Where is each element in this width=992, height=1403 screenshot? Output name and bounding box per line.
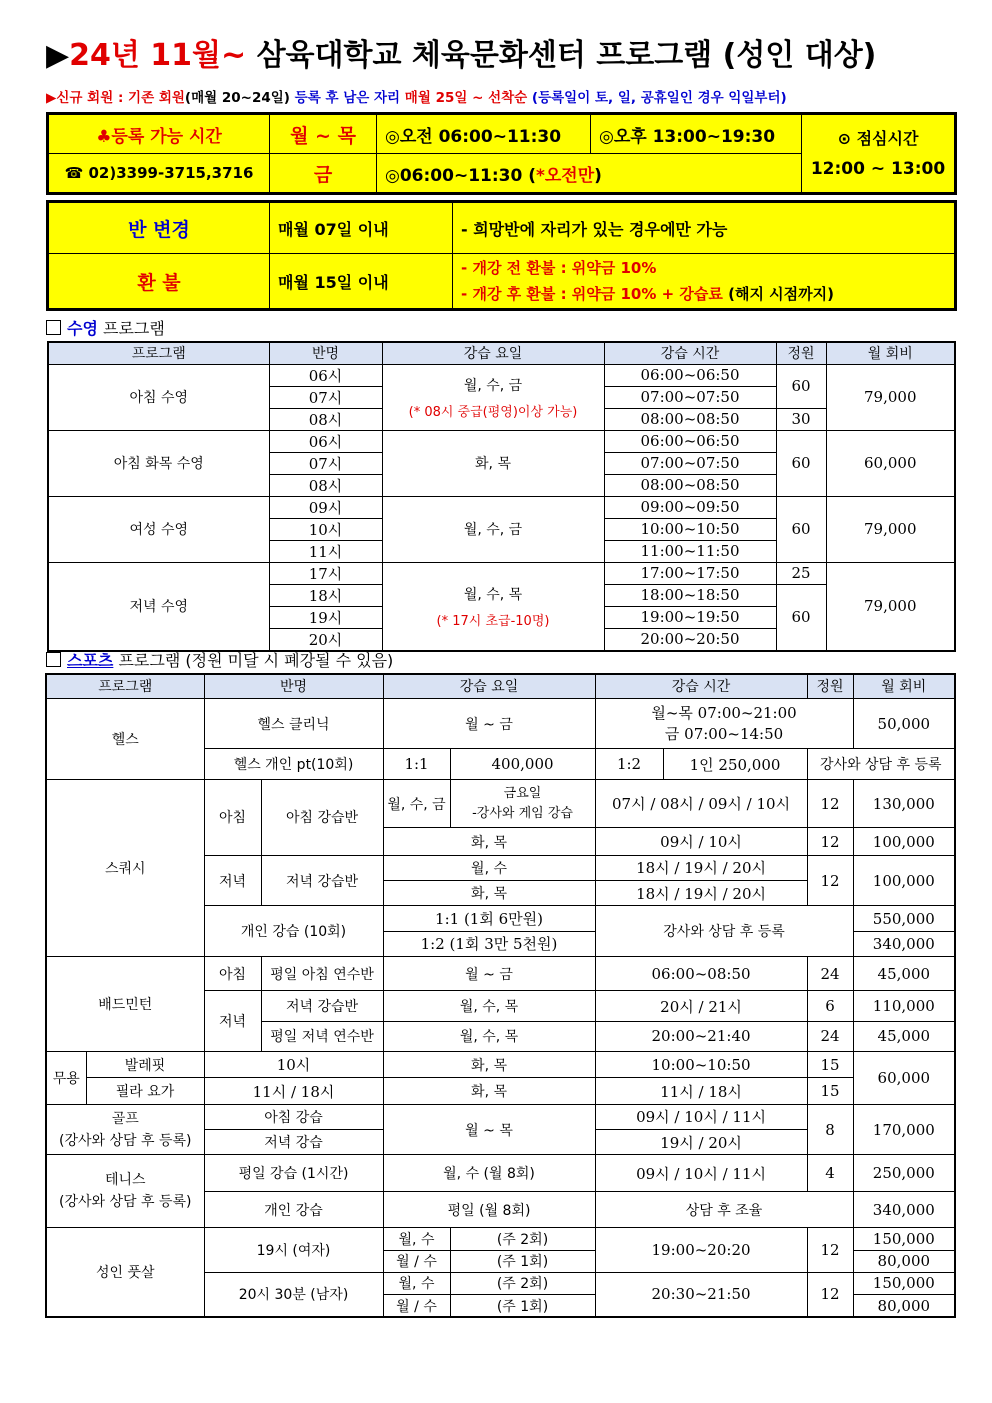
notice-part5: (등록일이 토, 일, 공휴일인 경우 익일부터) — [527, 90, 787, 106]
program-name: 저녁 수영 — [48, 562, 269, 651]
class-name: 개인 강습 — [204, 1191, 383, 1227]
swim-table — [47, 341, 956, 652]
fee: 80,000 — [853, 1250, 955, 1272]
class-name: 20시 30분 (남자) — [204, 1272, 383, 1317]
class-name: 10시 — [269, 518, 382, 540]
class-days: 월, 수, 목 — [383, 1021, 595, 1051]
class-name: 11시 / 18시 — [204, 1078, 383, 1104]
notice-part3: 등록 후 남은 자리 — [289, 90, 405, 106]
class-name: 08시 — [269, 408, 382, 430]
class-time: 06:00~08:50 — [595, 956, 807, 990]
fee: 79,000 — [826, 364, 955, 430]
class-time: 월~목 07:00~21:00 금 07:00~14:50 — [595, 698, 853, 749]
reg-phone: ☎ 02)3399-3715,3716 — [48, 154, 270, 194]
class-time: 20:00~20:50 — [604, 628, 776, 651]
title-arrow: ▶ — [46, 38, 70, 73]
class-name: 06시 — [269, 430, 382, 452]
class-change-deadline: 매월 07일 이내 — [270, 202, 453, 254]
table-row — [46, 779, 955, 828]
table-row — [46, 1228, 955, 1250]
class-days: 월, 수 (월 8회) — [383, 1155, 595, 1191]
capacity: 15 — [807, 1052, 853, 1078]
capacity: 15 — [807, 1078, 853, 1104]
fee: 50,000 — [853, 698, 955, 749]
col-days: 강습 요일 — [382, 342, 604, 364]
capacity: 12 — [807, 779, 853, 828]
fee: 80,000 — [853, 1295, 955, 1317]
fee: 100,000 — [853, 828, 955, 855]
table-row — [46, 1104, 955, 1129]
class-name: 06시 — [269, 364, 382, 386]
title-date: 24년 11월~ — [69, 38, 247, 73]
table-row — [48, 364, 955, 386]
session-label: 저녁 — [204, 991, 261, 1052]
col-days: 강습 요일 — [383, 674, 595, 698]
pt-fee: 400,000 — [450, 749, 595, 779]
class-name: 헬스 개인 pt(10회) — [204, 749, 383, 779]
capacity: 60 — [776, 496, 826, 562]
class-time: 18:00~18:50 — [604, 584, 776, 606]
private-type: 1:1 (1회 6만원) — [383, 906, 595, 931]
capacity: 4 — [807, 1155, 853, 1191]
table-row — [46, 698, 955, 749]
class-days: 화, 목 — [383, 1052, 595, 1078]
class-days: 월 / 수 — [383, 1250, 450, 1272]
class-time: 상담 후 조율 — [595, 1191, 853, 1227]
class-days: 월 ~ 금 — [383, 956, 595, 990]
class-name: 아침 강습반 — [261, 779, 383, 855]
fee: 150,000 — [853, 1228, 955, 1250]
class-time: 19:00~19:50 — [604, 606, 776, 628]
class-name: 아침 강습 — [204, 1104, 383, 1129]
class-time: 20:30~21:50 — [595, 1272, 807, 1317]
class-days: 월, 수, 금 — [383, 779, 450, 828]
registration-hours-table — [46, 112, 957, 195]
class-days: 화, 목 — [383, 828, 595, 855]
class-name: 07시 — [269, 386, 382, 408]
capacity: 12 — [807, 1228, 853, 1273]
capacity: 6 — [807, 991, 853, 1021]
class-days: 월, 수 — [383, 855, 595, 880]
program-name: 성인 풋살 — [46, 1228, 204, 1317]
fee: 79,000 — [826, 496, 955, 562]
session-label: 저녁 — [204, 855, 261, 906]
reg-friday-hours: ◎06:00~11:30 (*오전만) — [377, 154, 802, 194]
fee: 60,000 — [853, 1052, 955, 1105]
class-time: 07:00~07:50 — [604, 386, 776, 408]
class-name: 평일 저녁 연수반 — [261, 1021, 383, 1051]
fee: 340,000 — [853, 931, 955, 956]
sub-program: 필라 요가 — [86, 1078, 204, 1104]
class-name: 저녁 강습 — [204, 1130, 383, 1155]
lunch-time: 12:00 ~ 13:00 — [810, 158, 946, 179]
col-time: 강습 시간 — [604, 342, 776, 364]
col-capacity: 정원 — [776, 342, 826, 364]
class-time: 10:00~10:50 — [604, 518, 776, 540]
sports-table — [45, 673, 956, 1318]
class-time: 08:00~08:50 — [604, 474, 776, 496]
notice-arrow: ▶ — [46, 90, 57, 106]
class-time: 19:00~20:20 — [595, 1228, 807, 1273]
class-time: 09시 / 10시 / 11시 — [595, 1104, 807, 1129]
class-frequency: (주 1회) — [450, 1295, 595, 1317]
fee: 60,000 — [826, 430, 955, 496]
class-frequency: (주 2회) — [450, 1272, 595, 1294]
program-name: 아침 화목 수영 — [48, 430, 269, 496]
class-time: 07시 / 08시 / 09시 / 10시 — [595, 779, 807, 828]
lunch-label: ⊙ 점심시간 — [837, 128, 919, 148]
class-days: 월, 수 — [383, 1228, 450, 1250]
table-row — [46, 1155, 955, 1191]
col-program: 프로그램 — [46, 674, 204, 698]
class-time: 06:00~06:50 — [604, 430, 776, 452]
class-name: 저녁 강습반 — [261, 855, 383, 906]
capacity: 60 — [776, 430, 826, 496]
class-time: 11시 / 18시 — [595, 1078, 807, 1104]
class-name: 17시 — [269, 562, 382, 584]
fee: 45,000 — [853, 1021, 955, 1051]
pt-note: 강사와 상담 후 등록 — [807, 749, 955, 779]
private-type: 1:2 (1회 3만 5천원) — [383, 931, 595, 956]
class-time: 11:00~11:50 — [604, 540, 776, 562]
class-days: 월 ~ 목 — [383, 1104, 595, 1155]
fee: 100,000 — [853, 855, 955, 906]
class-time: 06:00~06:50 — [604, 364, 776, 386]
class-name: 07시 — [269, 452, 382, 474]
class-change-label: 반 변경 — [48, 202, 270, 254]
class-frequency: (주 2회) — [450, 1228, 595, 1250]
class-name: 19시 (여자) — [204, 1228, 383, 1273]
checkbox-icon — [46, 320, 61, 335]
capacity: 30 — [776, 408, 826, 430]
fee: 170,000 — [853, 1104, 955, 1155]
program-name: 스쿼시 — [46, 779, 204, 956]
pt-type: 1:2 — [595, 749, 663, 779]
fee: 79,000 — [826, 562, 955, 651]
capacity: 8 — [807, 1104, 853, 1155]
col-time: 강습 시간 — [595, 674, 807, 698]
lunch-break — [802, 114, 956, 194]
class-time: 10:00~10:50 — [595, 1052, 807, 1078]
capacity: 60 — [776, 584, 826, 651]
class-days: 화, 목 — [383, 1078, 595, 1104]
reg-morning-hours: ◎오전 06:00~11:30 — [377, 114, 591, 154]
class-name: 평일 강습 (1시간) — [204, 1155, 383, 1191]
capacity: 24 — [807, 956, 853, 990]
pt-type: 1:1 — [383, 749, 450, 779]
class-time: 18시 / 19시 / 20시 — [595, 881, 807, 906]
table-row — [46, 1078, 955, 1104]
table-row — [48, 496, 955, 518]
sub-program: 발레핏 — [86, 1052, 204, 1078]
refund-deadline: 매월 15일 이내 — [270, 254, 453, 310]
class-time: 17:00~17:50 — [604, 562, 776, 584]
class-time: 09시 / 10시 / 11시 — [595, 1155, 807, 1191]
class-days: 화, 목 — [383, 881, 595, 906]
class-name: 헬스 클리닉 — [204, 698, 383, 749]
class-name: 20시 — [269, 628, 382, 651]
class-days: 월, 수, 금 — [382, 496, 604, 562]
class-days: 월 ~ 금 — [383, 698, 595, 749]
notice-part4: 매월 25일 ~ 선착순 — [404, 90, 528, 106]
col-class: 반명 — [269, 342, 382, 364]
title-text: 삼육대학교 체육문화센터 프로그램 (성인 대상) — [246, 38, 877, 73]
reg-days-fri: 금 — [270, 154, 377, 194]
class-frequency: (주 1회) — [450, 1250, 595, 1272]
reg-days-mon-thu: 월 ~ 목 — [270, 114, 377, 154]
capacity: 60 — [776, 364, 826, 408]
swim-heading: 수영 프로그램 — [46, 316, 165, 339]
class-name: 10시 — [204, 1052, 383, 1078]
class-time: 18시 / 19시 / 20시 — [595, 855, 807, 880]
class-name: 11시 — [269, 540, 382, 562]
reg-afternoon-hours: ◎오후 13:00~19:30 — [591, 114, 802, 154]
class-name: 저녁 강습반 — [261, 991, 383, 1021]
class-time: 20시 / 21시 — [595, 991, 807, 1021]
col-capacity: 정원 — [807, 674, 853, 698]
class-days: 월, 수 — [383, 1272, 450, 1294]
class-days: 월, 수, 목 (* 17시 초급-10명) — [382, 562, 604, 651]
sports-heading: 스포츠 프로그램 (정원 미달 시 폐강될 수 있음) — [46, 648, 393, 671]
capacity: 12 — [807, 1272, 853, 1317]
fee: 550,000 — [853, 906, 955, 931]
program-name: 골프 (강사와 상담 후 등록) — [46, 1104, 204, 1155]
fee: 130,000 — [853, 779, 955, 828]
fee: 110,000 — [853, 991, 955, 1021]
table-row — [46, 956, 955, 990]
table-row — [48, 562, 955, 584]
session-label: 아침 — [204, 956, 261, 990]
checkbox-icon — [46, 652, 61, 667]
class-days: 화, 목 — [382, 430, 604, 496]
fee: 150,000 — [853, 1272, 955, 1294]
capacity: 25 — [776, 562, 826, 584]
table-row — [46, 1052, 955, 1078]
program-name: 헬스 — [46, 698, 204, 779]
notice-part2: (매월 20~24일) — [184, 90, 290, 106]
capacity: 24 — [807, 1021, 853, 1051]
class-time: 07:00~07:50 — [604, 452, 776, 474]
capacity: 12 — [807, 828, 853, 855]
private-note: 강사와 상담 후 등록 — [595, 906, 853, 957]
refund-label: 환 불 — [48, 254, 270, 310]
class-days: 월 / 수 — [383, 1295, 450, 1317]
class-time: 20:00~21:40 — [595, 1021, 807, 1051]
reg-label: ♣등록 가능 시간 — [48, 114, 270, 154]
col-fee: 월 회비 — [826, 342, 955, 364]
class-days: 월, 수, 금 (* 08시 중급(평영)이상 가능) — [382, 364, 604, 430]
class-name: 19시 — [269, 606, 382, 628]
capacity: 12 — [807, 855, 853, 906]
refund-desc: - 개강 전 환불 : 위약금 10% - 개강 후 환불 : 위약금 10% + 강습료 (해지 시점까지) — [453, 254, 956, 310]
pt-fee: 1인 250,000 — [663, 749, 807, 779]
class-days-note: 금요일 -강사와 게임 강습 — [450, 779, 595, 828]
class-days: 월, 수, 목 — [383, 991, 595, 1021]
program-name: 아침 수영 — [48, 364, 269, 430]
class-name: 09시 — [269, 496, 382, 518]
class-name: 08시 — [269, 474, 382, 496]
col-program: 프로그램 — [48, 342, 269, 364]
fee: 340,000 — [853, 1191, 955, 1227]
session-label: 아침 — [204, 779, 261, 855]
program-name: 여성 수영 — [48, 496, 269, 562]
col-fee: 월 회비 — [853, 674, 955, 698]
class-time: 08:00~08:50 — [604, 408, 776, 430]
program-name: 테니스 (강사와 상담 후 등록) — [46, 1155, 204, 1228]
program-name: 배드민턴 — [46, 956, 204, 1051]
notice-part1: 신규 회원 : 기존 회원 — [56, 90, 185, 106]
class-name: 개인 강습 (10회) — [204, 906, 383, 957]
table-row — [48, 430, 955, 452]
fee: 45,000 — [853, 956, 955, 990]
col-class: 반명 — [204, 674, 383, 698]
class-name: 18시 — [269, 584, 382, 606]
class-time: 19시 / 20시 — [595, 1130, 807, 1155]
class-name: 평일 아침 연수반 — [261, 956, 383, 990]
fee: 250,000 — [853, 1155, 955, 1191]
class-time: 09시 / 10시 — [595, 828, 807, 855]
class-days: 평일 (월 8회) — [383, 1191, 595, 1227]
program-name: 무용 — [46, 1052, 86, 1105]
class-time: 09:00~09:50 — [604, 496, 776, 518]
class-change-desc: - 희망반에 자리가 있는 경우에만 가능 — [453, 202, 956, 254]
registration-notice — [46, 86, 787, 106]
page-title — [46, 30, 876, 74]
policy-table — [46, 200, 957, 311]
